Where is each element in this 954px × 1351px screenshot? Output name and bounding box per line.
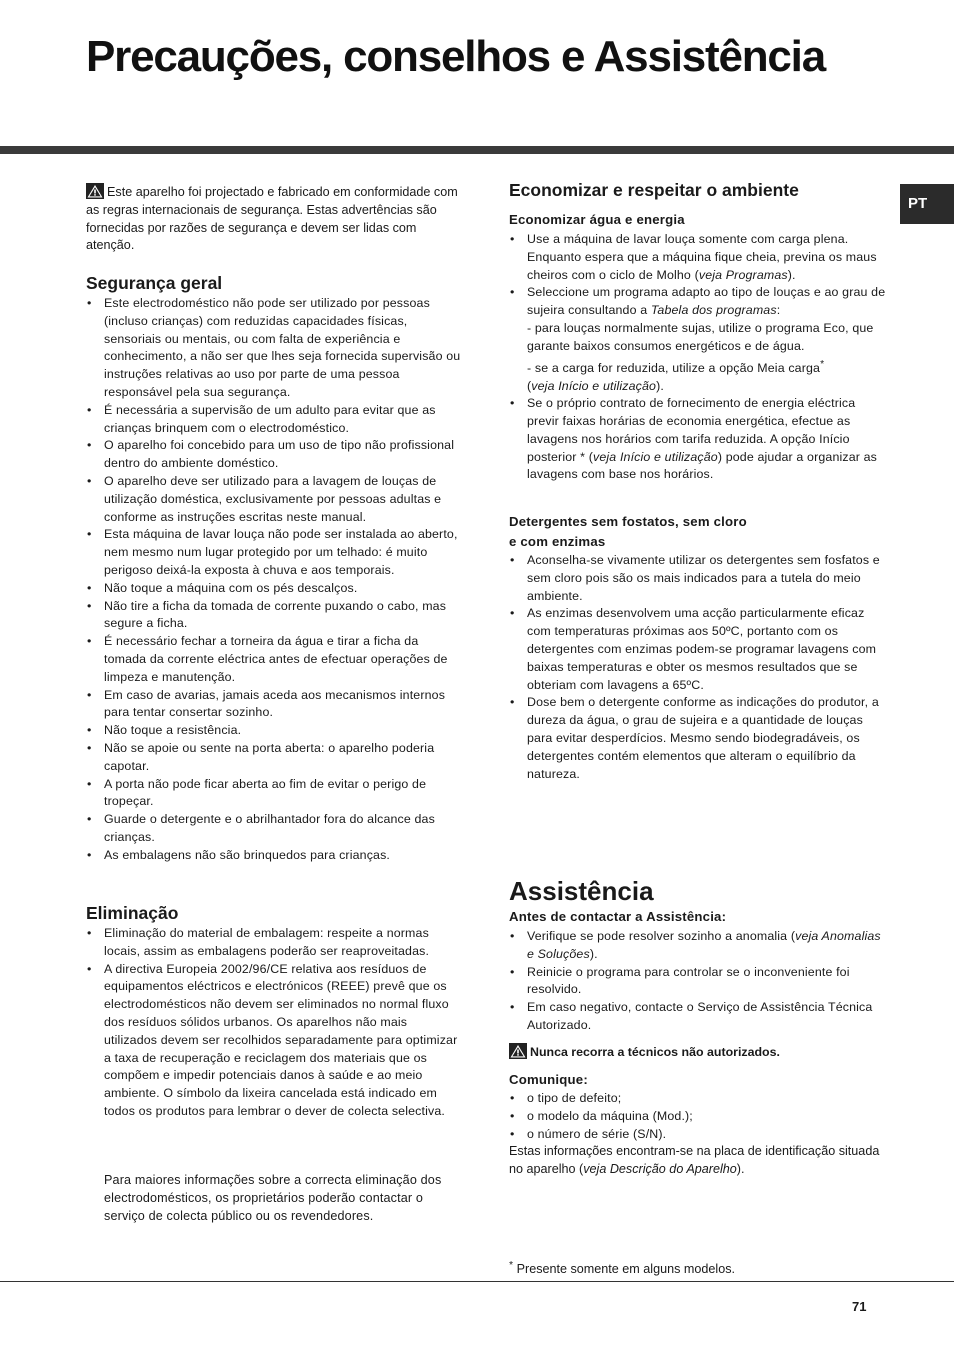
- list-item: • Eliminação do material de embalagem: respeite a normas locais, assim as embalagens poderão ser reaproveitadas.: [86, 925, 462, 961]
- warning-icon: [86, 183, 104, 199]
- footnote: [509, 1256, 735, 1278]
- list-item: • Guarde o detergente e o abrilhantador fora do alcance das crianças.: [86, 811, 462, 847]
- list-item: • É necessária a supervisão de um adulto para evitar que as crianças brinquem com o electrodoméstico.: [86, 402, 462, 438]
- list-item: • A directiva Europeia 2002/96/CE relativa aos resíduos de equipamentos eléctricos e electrónicos (REEE) prevê que os electrodomésticos não devem ser eliminados no normal fluxo dos resíduos sólidos urbanos. Os aparelhos não mais utilizados devem ser recolhidos separadamente para optimizar a taxa de recuperação e reciclagem dos materiais que os compõem e impedir potenciais danos à saúde e ao meio ambiente. O símbolo da lixeira cancelada está indicado em todos os produtos para lembrar o dever de colecta selectiva.: [86, 961, 462, 1121]
- list-item: • As enzimas desenvolvem uma acção particularmente eficaz com temperaturas próximas aos 50ºC, portanto com os detergentes com enzimas podem-se programar lavagens com baixas temperaturas e obter os mesmos resultados que se obteriam com lavagens a 65ºC.: [509, 605, 887, 694]
- list-item: • Dose bem o detergente conforme as indicações do produtor, a dureza da água, o grau de sujeira e a quantidade de louças para evitar desperdícios. Mesmo sendo biodegradáveis, os detergentes contém elementos que alteram o equilíbrio da natureza.: [509, 694, 887, 783]
- section-heading-assistencia: Assistência: [509, 876, 654, 906]
- footnote-text: Presente somente em alguns modelos.: [516, 1262, 736, 1277]
- list-item: • Não toque a resistência.: [86, 722, 462, 740]
- list-item: • É necessário fechar a torneira da água e tirar a ficha da tomada da corrente eléctrica antes de efectuar operações de limpeza e manutenção.: [86, 633, 462, 686]
- list-item: • Este electrodoméstico não pode ser utilizado por pessoas (incluso crianças) com reduzidas capacidades físicas, sensoriais ou mentais, ou com falta de experiência e conhecimento, a não ser que lhes seja fornecida supervisão ou instruções relativas ao uso por parte de uma pessoa responsável pela sua segurança.: [86, 295, 462, 402]
- list-item: • Não se apoie ou sente na porta aberta: o aparelho poderia capotar.: [86, 740, 462, 776]
- list-item: • o tipo de defeito;: [509, 1090, 887, 1108]
- list-item: • o número de série (S/N).: [509, 1126, 887, 1144]
- ambiente-list: [509, 231, 887, 484]
- list-item: • Verifique se pode resolver sozinho a anomalia (veja Anomalias e Soluções).: [509, 928, 887, 964]
- seguranca-list: [86, 295, 462, 865]
- list-item: • o modelo da máquina (Mod.);: [509, 1108, 887, 1126]
- subheading-antes-contactar: Antes de contactar a Assistência:: [509, 909, 727, 924]
- footnote-star: *: [509, 1259, 514, 1271]
- intro-paragraph: [86, 183, 466, 255]
- list-item: • Aconselha-se vivamente utilizar os detergentes sem fosfatos e sem cloro pois são os mais indicados para a tutela do meio ambiente.: [509, 552, 887, 605]
- section-heading-seguranca: Segurança geral: [86, 273, 223, 293]
- section-heading-ambiente: Economizar e respeitar o ambiente: [509, 180, 799, 200]
- list-item: • Esta máquina de lavar louça não pode ser instalada ao aberto, nem mesmo num lugar protegido por um telhado: é muito perigoso deixá-la exposta à chuva e aos temporais.: [86, 526, 462, 579]
- subheading-comunique: Comunique:: [509, 1072, 588, 1087]
- list-item: • Em caso de avarias, jamais aceda aos mecanismos internos para tentar consertar sozinho.: [86, 687, 462, 723]
- comunique-list: [509, 1090, 887, 1143]
- eliminacao-list: [86, 925, 462, 1121]
- subheading-agua-energia: Economizar água e energia: [509, 212, 685, 227]
- assistencia-list: [509, 928, 887, 1035]
- assistencia-info: Estas informações encontram-se na placa de identificação situada no aparelho (veja Descrição do Aparelho).: [509, 1144, 880, 1176]
- list-item: • Seleccione um programa adapto ao tipo de louças e ao grau de sujeira consultando a Tabela dos programas: - para louças normalmente sujas, utilize o programa Eco, que garante baixos consumos energéticos e de água. - se a carga for reduzida, utilize a opção Meia carga* (veja Início e utilização).: [509, 284, 887, 395]
- subheading-detergentes: Detergentes sem fostatos, sem cloro e com enzimas: [509, 514, 747, 549]
- list-item: • Não tire a ficha da tomada de corrente puxando o cabo, mas segure a ficha.: [86, 598, 462, 634]
- list-item: • Em caso negativo, contacte o Serviço de Assistência Técnica Autorizado.: [509, 999, 887, 1035]
- warning-icon: [509, 1043, 527, 1059]
- page-title: Precauções, conselhos e Assistência: [86, 32, 825, 81]
- list-item: • Reinicie o programa para controlar se o inconveniente foi resolvido.: [509, 964, 887, 1000]
- list-item: • O aparelho foi concebido para um uso de tipo não profissional dentro do ambiente doméstico.: [86, 437, 462, 473]
- eliminacao-extra: Para maiores informações sobre a correcta eliminação dos electrodomésticos, os proprietários poderão contactar o serviço de colecta público ou os revendedores.: [104, 1173, 442, 1223]
- header-rule: [0, 146, 954, 154]
- page-number: 71: [852, 1299, 867, 1314]
- language-tab: PT: [900, 184, 954, 224]
- list-item: • Não toque a máquina com os pés descalços.: [86, 580, 462, 598]
- section-heading-eliminacao: Eliminação: [86, 903, 179, 923]
- list-item: • A porta não pode ficar aberta ao fim de evitar o perigo de tropeçar.: [86, 776, 462, 812]
- list-item: • Se o próprio contrato de fornecimento de energia eléctrica previr faixas horárias de economia energética, efectue as lavagens nos horários com tarifa reduzida. A opção Início posterior * (veja Início e utilização) pode ajudar a organizar as lavagens com base nos horários.: [509, 395, 887, 484]
- footer-rule: [0, 1281, 954, 1282]
- intro-text: Este aparelho foi projectado e fabricado em conformidade com as regras internacionais de segurança. Estas advertências são fornecidas por razões de segurança e devem ser lidas com atenção.: [86, 185, 458, 253]
- list-item: • Use a máquina de lavar louça somente com carga plena. Enquanto espera que a máquina fique cheia, previna os maus cheiros com o ciclo de Molho (veja Programas).: [509, 231, 887, 284]
- list-item: • As embalagens não são brinquedos para crianças.: [86, 847, 462, 865]
- detergentes-list: [509, 552, 887, 783]
- list-item: • O aparelho deve ser utilizado para a lavagem de louças de utilização doméstica, exclusivamente por pessoas adultas e conforme as instruções escritas neste manual.: [86, 473, 462, 526]
- unauthorized-warning: Nunca recorra a técnicos não autorizados.: [509, 1043, 780, 1062]
